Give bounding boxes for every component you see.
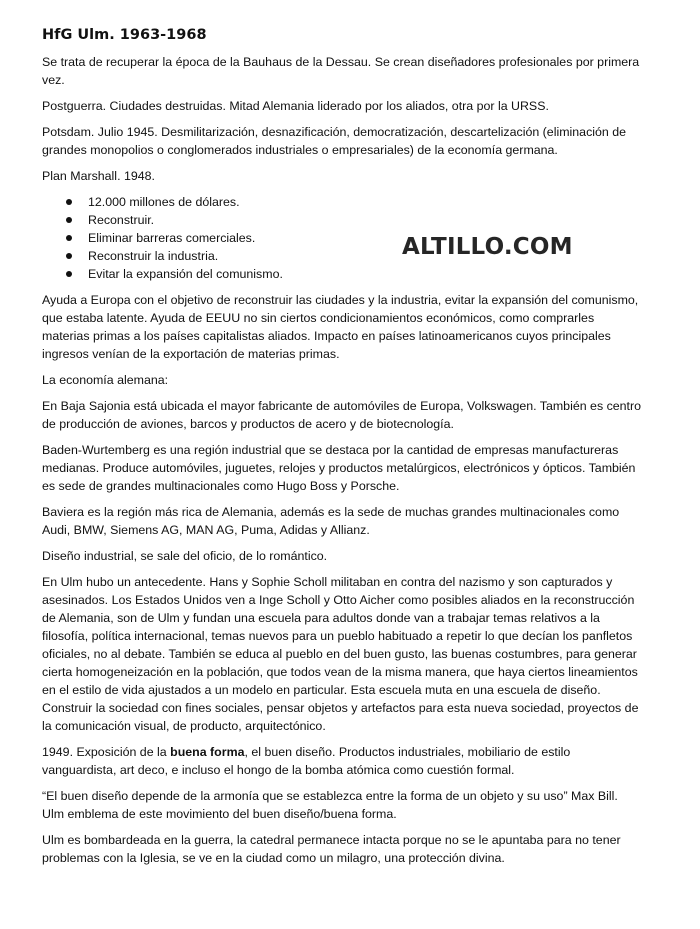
paragraph-baden-wurtemberg: Baden-Wurtemberg es una región industrial que se destaca por la cantidad de empresas manufactureras medianas. Produce automóviles, juguetes, relojes y productos metalúrgicos, electrónicos y ópticos. También es sede de grandes multinacionales como Hugo Boss y Porsche. (42, 443, 636, 493)
paragraph-exposicion-1949: 1949. Exposición de la buena forma, el buen diseño. Productos industriales, mobiliario de estilo vanguardista, art deco, e incluso el hongo de la bomba atómica como cuestión formal. (42, 745, 571, 777)
paragraph-intro: Se trata de recuperar la época de la Bauhaus de la Dessau. Se crean diseñadores profesionales por primera vez. (42, 55, 640, 87)
paragraph-baviera: Baviera es la región más rica de Alemania, además es la sede de muchas grandes multinacionales como Audi, BMW, Siemens AG, MAN AG, Puma, Adidas y Allianz. (42, 505, 620, 537)
list-item: Eliminar barreras comerciales. (42, 229, 642, 247)
paragraph-diseno-industrial: Diseño industrial, se sale del oficio, de lo romántico. (42, 549, 328, 563)
list-item: Reconstruir la industria. (42, 247, 642, 265)
paragraph-ulm-antecedente: En Ulm hubo un antecedente. Hans y Sophie Scholl militaban en contra del nazismo y son capturados y asesinados. Los Estados Unidos ven a Inge Scholl y Otto Aicher como posibles aliados en la reconstrucción de Alemania, son de Ulm y fundan una escuela para adultos donde van a trabajar temas relativos a la filosofía, política internacional, temas nuevos para un pueblo habituado a repetir lo que decían los panfletos oficiales, no al debate. También se educa al pueblo en del buen gusto, las buenas costumbres, para generar cierta homogeneización en la población, que todos vean de la misma manera, que haya ciertos lineamientos en el estilo de vida ajustados a un modelo en particular. Esta escuela muta en una escuela de diseño. Construir la sociedad con fines sociales, pensar objetos y artefactos para esta nueva sociedad, proyectos de la comunicación visual, de producto, arquitectónico. (42, 575, 639, 733)
bullet-icon (66, 199, 72, 205)
paragraph-economia-heading: La economía alemana: (42, 373, 169, 387)
list-item: Evitar la expansión del comunismo. (42, 265, 642, 283)
paragraph-postguerra: Postguerra. Ciudades destruidas. Mitad Alemania liderado por los aliados, otra por la URSS. (42, 99, 549, 113)
list-item: 12.000 millones de dólares. (42, 193, 642, 211)
bullet-icon (66, 253, 72, 259)
bullet-icon (66, 271, 72, 277)
paragraph-plan-marshall: Plan Marshall. 1948. (42, 169, 155, 183)
document-page (42, 26, 642, 875)
paragraph-ulm-bombardeada: Ulm es bombardeada en la guerra, la catedral permanece intacta porque no se le apuntaba para no tener problemas con la Iglesia, se ve en la ciudad como un milagro, una protección divina. (42, 833, 621, 865)
bullet-icon (66, 217, 72, 223)
paragraph-baja-sajonia: En Baja Sajonia está ubicada el mayor fabricante de automóviles de Europa, Volkswagen. También es centro de producción de aviones, barcos y productos de acero y de biotecnología. (42, 399, 642, 431)
list-item: Reconstruir. (42, 211, 642, 229)
paragraph-ayuda-europa: Ayuda a Europa con el objetivo de reconstruir las ciudades y la industria, evitar la expansión del comunismo, que estaba latente. Ayuda de EEUU no sin ciertos condicionamientos económicos, como comprarles materias primas a los países capitalistas aliados. Impacto en países latinoamericanos cuyos principales ingresos venían de la exportación de materias primas. (42, 293, 639, 361)
bold-buena-forma: buena forma (170, 745, 245, 759)
paragraph-max-bill-quote: “El buen diseño depende de la armonía que se establezca entre la forma de un objeto y su uso” Max Bill. Ulm emblema de este movimiento del buen diseño/buena forma. (42, 789, 618, 821)
bullet-icon (66, 235, 72, 241)
document-title: HfG Ulm. 1963-1968 (42, 27, 207, 43)
altillo-watermark: ALTILLO.COM (402, 234, 573, 260)
paragraph-potsdam: Potsdam. Julio 1945. Desmilitarización, desnazificación, democratización, descartelización (eliminación de grandes monopolios o conglomerados industriales o empresariales) de la economía germana. (42, 125, 627, 157)
